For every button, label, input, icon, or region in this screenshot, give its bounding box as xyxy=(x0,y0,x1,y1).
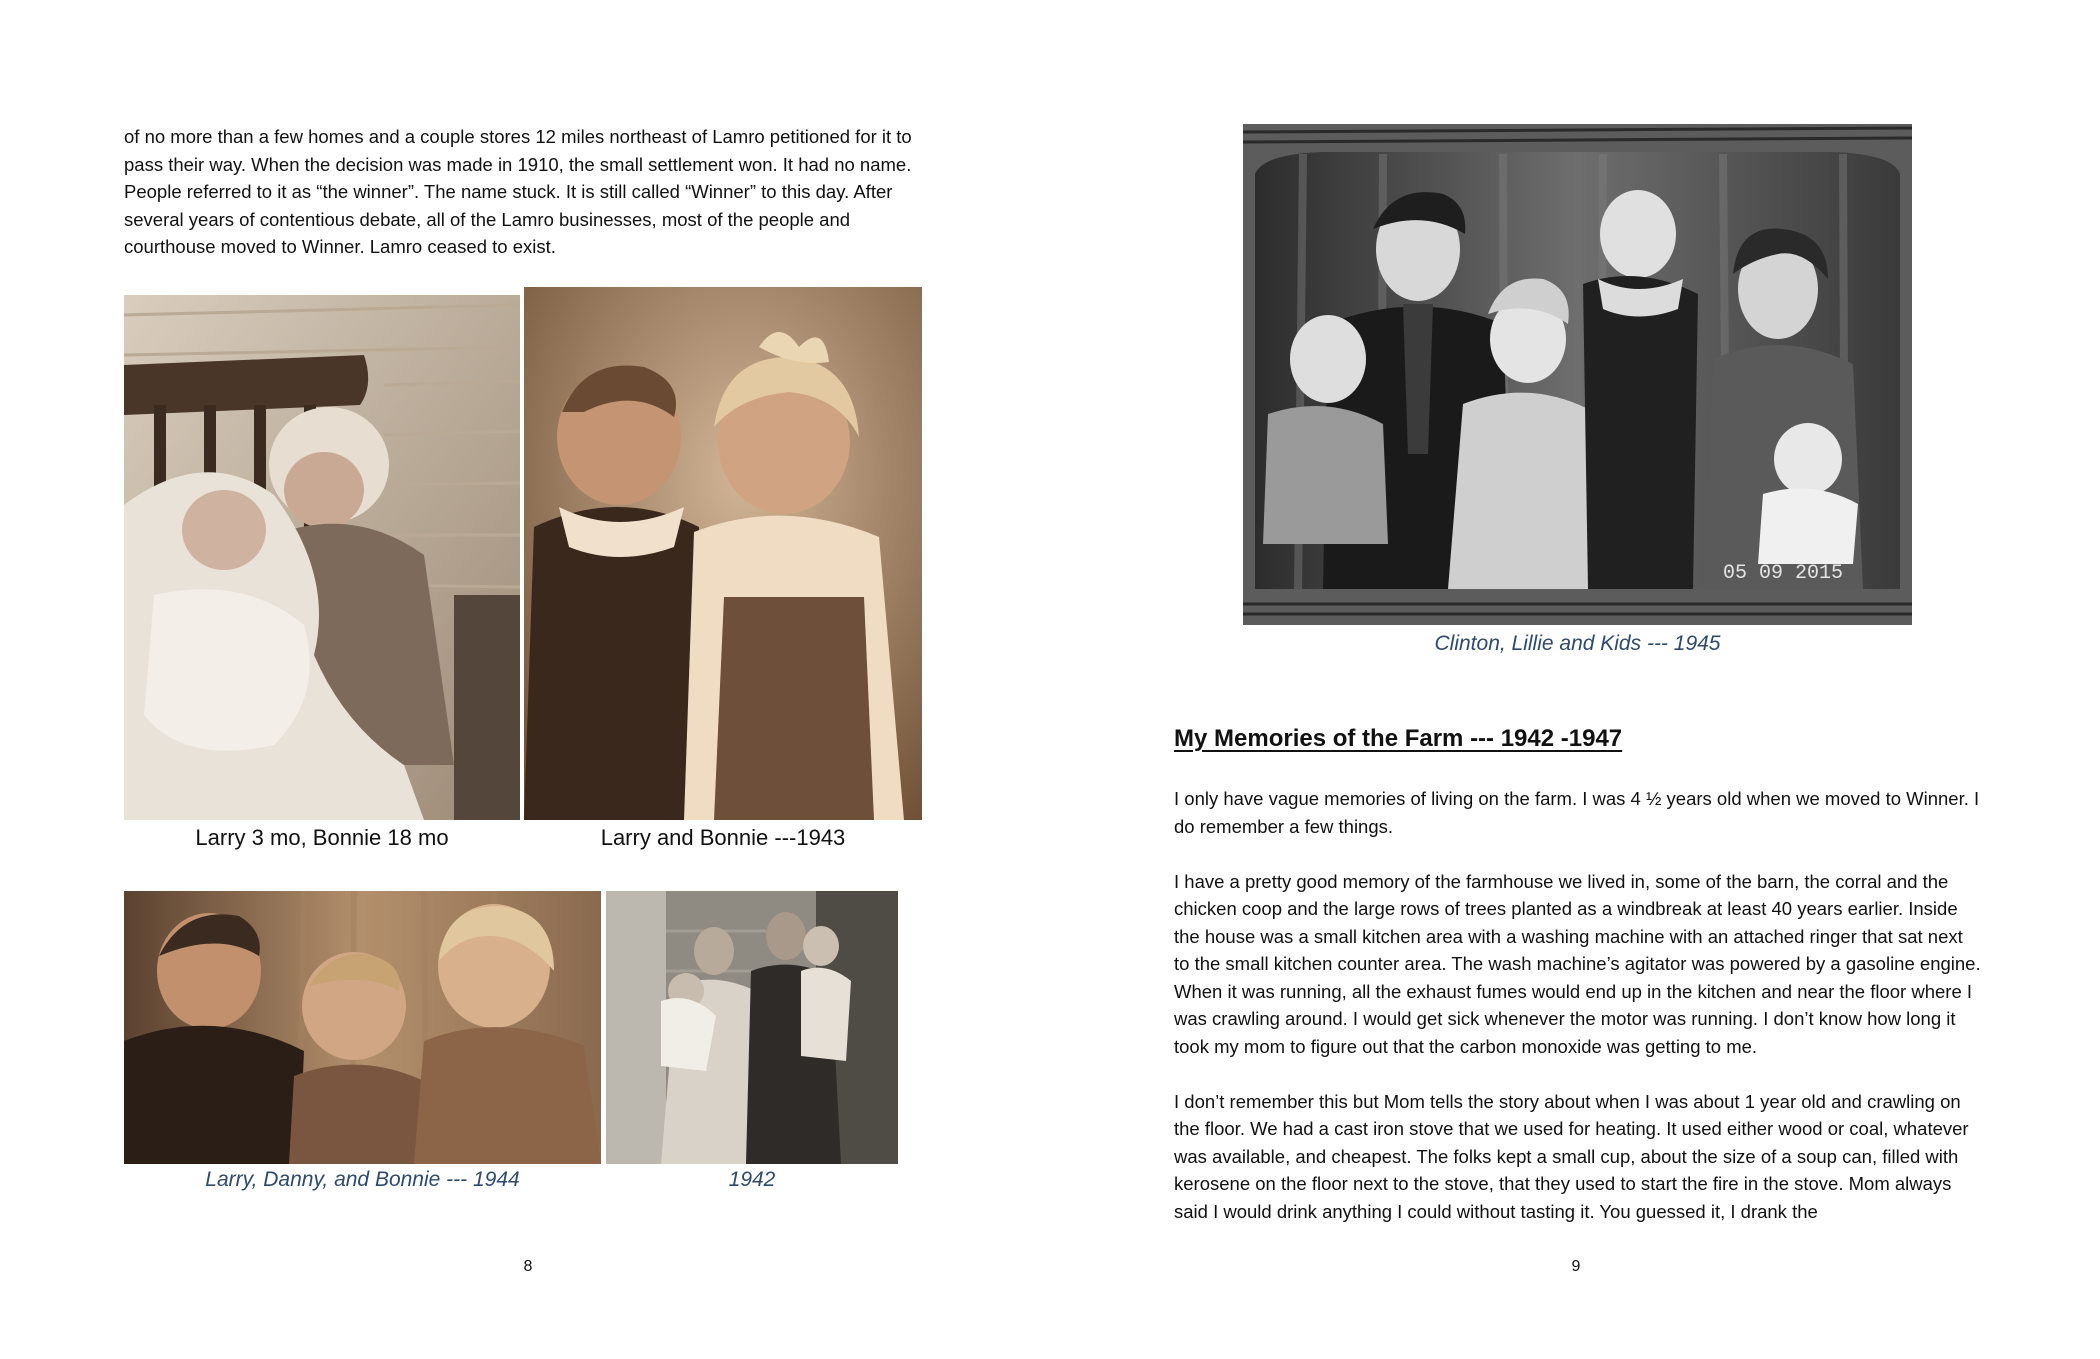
photo-clinton-lillie-kids-1945 xyxy=(1243,124,1912,625)
photo-caption-4: 1942 xyxy=(728,1168,776,1191)
photo-caption-1: Larry 3 mo, Bonnie 18 mo xyxy=(195,825,449,850)
paragraph-1: I only have vague memories of living on the farm. I was 4 ½ years old when we moved to Winner. I do remember a few things. xyxy=(1174,788,1980,837)
page-number-left: 8 xyxy=(523,1258,533,1275)
photo-larry-danny-bonnie-1944 xyxy=(124,891,601,1164)
family-photo-caption: Clinton, Lillie and Kids --- 1945 xyxy=(1434,632,1721,655)
photo-date-stamp: 05 09 2015 xyxy=(1722,562,1843,585)
photo-1942 xyxy=(606,891,898,1164)
left-paragraph xyxy=(124,123,934,261)
page-number-right: 9 xyxy=(1571,1258,1581,1275)
photo-larry-bonnie-1943 xyxy=(524,287,922,820)
photo-larry-bonnie-porch xyxy=(124,295,520,820)
section-heading: My Memories of the Farm --- 1942 -1947 xyxy=(1174,725,1623,752)
paragraph-3: I don’t remember this but Mom tells the story about when I was about 1 year old and crawling on the floor. We had a cast iron stove that we used for heating. It used either wood or coal, whatever was available, and cheapest. The folks kept a small cup, about the size of a soup can, filled with kerosene on the floor next to the stove, that they used to start the fire in the stove. Mom always said I would drink anything I could without tasting it. You guessed it, I drank the xyxy=(1174,1090,1969,1222)
photo-caption-3: Larry, Danny, and Bonnie --- 1944 xyxy=(205,1168,520,1191)
paragraph-2: I have a pretty good memory of the farmhouse we lived in, some of the barn, the corral and the chicken coop and the large rows of trees planted as a windbreak at least 40 years earlier. Inside the house was a small kitchen area with a washing machine with an attached ringer that sat next to the small kitchen counter area. The wash machine’s agitator was powered by a gasoline engine. When it was running, all the exhaust fumes would end up in the kitchen and near the floor where I was crawling around. I would get sick whenever the motor was running. I don’t know how long it took my mom to figure out that the carbon monoxide was getting to me. xyxy=(1174,870,1981,1057)
photo-caption-2: Larry and Bonnie ---1943 xyxy=(600,825,846,850)
left-paragraph-text: of no more than a few homes and a couple stores 12 miles northeast of Lamro petitioned for it to pass their way. When the decision was made in 1910, the small settlement won. It had no name. People referred to it as “the winner”. The name stuck. It is still called “Winner” to this day. After several years of contentious debate, all of the Lamro businesses, most of the people and courthouse moved to Winner. Lamro ceased to exist. xyxy=(124,126,912,257)
right-page xyxy=(1050,0,2100,1359)
right-body-text xyxy=(1174,785,1982,1225)
